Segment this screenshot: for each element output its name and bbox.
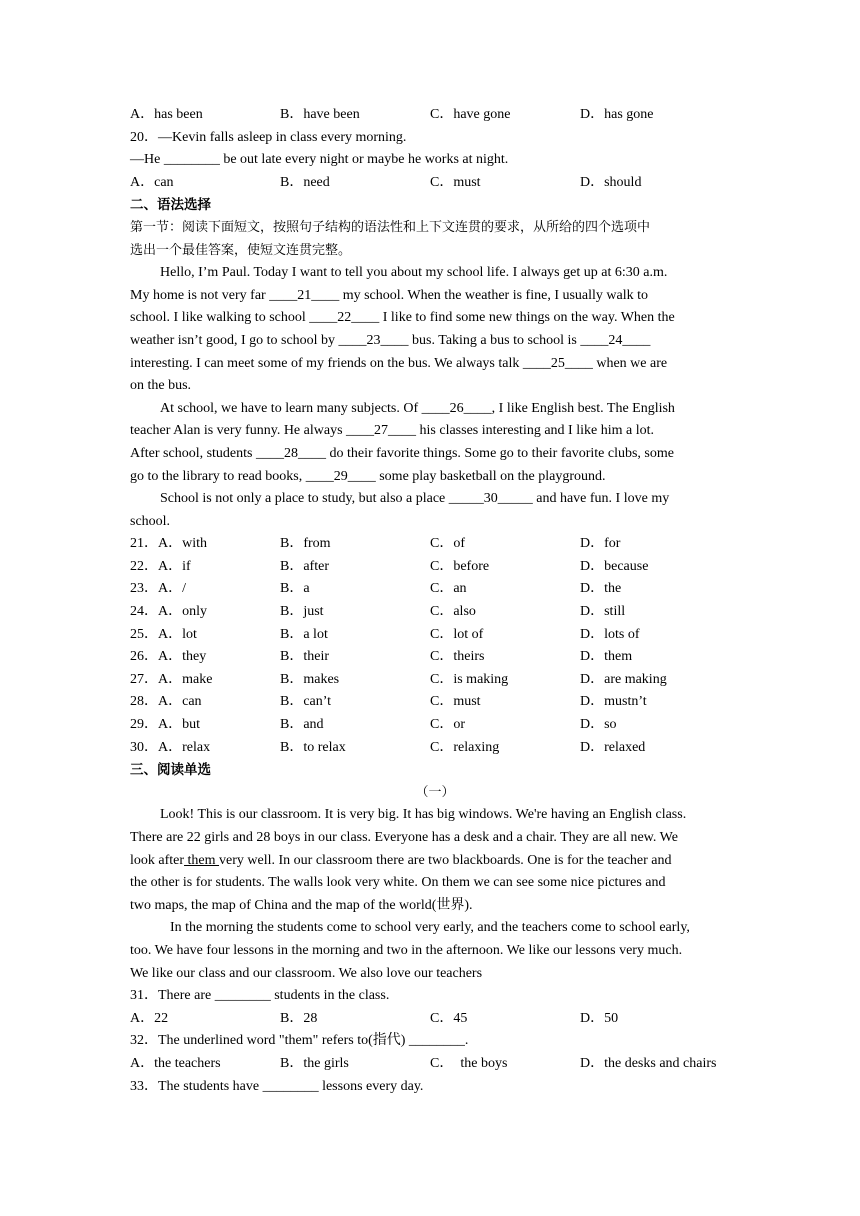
q19-options bbox=[130, 104, 740, 127]
reading-p2-line1: In the morning the students come to school very early, and the teachers come to school early, bbox=[170, 920, 690, 936]
q30-option-b[interactable]: B．to relax bbox=[280, 739, 346, 755]
reading-p1-line5: two maps, the map of China and the map of the world(世界). bbox=[130, 897, 473, 913]
q25-option-c[interactable]: C．lot of bbox=[430, 626, 484, 642]
cloze-p1-line1: Hello, I’m Paul. Today I want to tell you about my school life. I always get up at 6:30 a.m. bbox=[160, 265, 668, 281]
q20-options bbox=[130, 172, 740, 195]
cloze-p2-line3: After school, students ____28____ do their favorite things. Some go to their favorite clubs, some bbox=[130, 445, 674, 461]
q25-number: 25． bbox=[130, 626, 158, 642]
q23-option-a[interactable] bbox=[130, 578, 186, 601]
reading-paragraph-2 bbox=[130, 917, 740, 985]
question-26 bbox=[130, 646, 740, 669]
q19-option-d[interactable]: D．has gone bbox=[580, 107, 654, 122]
q20-option-b[interactable]: B．need bbox=[280, 174, 330, 190]
q28-number: 28． bbox=[130, 694, 158, 710]
section2-instruction-line1: 第一节：阅读下面短文，按照句子结构的语法性和上下文连贯的要求，从所给的四个选项中 bbox=[130, 219, 651, 235]
cloze-p1-line2: My home is not very far ____21____ my school. When the weather is fine, I usually walk to bbox=[130, 287, 649, 303]
cloze-p1-line5: interesting. I can meet some of my friends on the bus. We always talk ____25____ when we are bbox=[130, 355, 668, 371]
q30-option-d[interactable]: D．relaxed bbox=[580, 739, 646, 755]
cloze-paragraph-2 bbox=[130, 398, 740, 488]
question-28 bbox=[130, 691, 740, 714]
q28-option-b[interactable]: B．can’t bbox=[280, 694, 332, 710]
q22-option-b[interactable]: B．after bbox=[280, 558, 329, 574]
reading-p1-line3-before: look after bbox=[130, 852, 185, 868]
reading-p1-line4: the other is for students. The walls look very white. On them we can see some nice pictures and bbox=[130, 875, 666, 891]
q29-number: 29． bbox=[130, 717, 158, 733]
question-29 bbox=[130, 714, 740, 737]
q30-option-a[interactable] bbox=[130, 737, 210, 760]
q33-stem: 33．The students have ________ lessons every day. bbox=[130, 1078, 424, 1094]
q22-option-d[interactable]: D．because bbox=[580, 558, 649, 574]
q23-option-d[interactable]: D．the bbox=[580, 581, 622, 597]
q25-option-b[interactable]: B．a lot bbox=[280, 626, 328, 642]
cloze-p1-line3: school. I like walking to school ____22____ I like to find some new things on the way. When the bbox=[130, 310, 675, 326]
cloze-p1-line4: weather isn’t good, I go to school by ____23____ bus. Taking a bus to school is ____24____ bbox=[130, 332, 651, 348]
q25-option-a[interactable] bbox=[130, 624, 197, 647]
q26-option-d[interactable]: D．them bbox=[580, 649, 633, 665]
section3-heading: 三、阅读单选 bbox=[130, 762, 211, 779]
q22-option-a-label: A．if bbox=[158, 558, 191, 574]
q25-option-a-label: A．lot bbox=[158, 626, 197, 642]
cloze-p2-line2: teacher Alan is very funny. He always ____27____ his classes interesting and I like him a lot. bbox=[130, 423, 654, 439]
q21-option-b[interactable]: B．from bbox=[280, 536, 331, 552]
q22-option-c[interactable]: C．before bbox=[430, 558, 490, 574]
q28-option-c[interactable]: C．must bbox=[430, 694, 481, 710]
q28-option-a[interactable] bbox=[130, 691, 202, 714]
q19-option-b[interactable]: B．have been bbox=[280, 107, 360, 122]
q26-option-a-label: A．they bbox=[158, 649, 207, 665]
q21-option-c[interactable]: C．of bbox=[430, 536, 465, 552]
question-27 bbox=[130, 669, 740, 692]
q32-option-d[interactable]: D．the desks and chairs bbox=[580, 1055, 717, 1071]
question-25 bbox=[130, 624, 740, 647]
q32-stem: 32．The underlined word "them" refers to(指代) ________. bbox=[130, 1033, 469, 1049]
cloze-p3-line2: school. bbox=[130, 513, 171, 529]
q27-option-c[interactable]: C．is making bbox=[430, 671, 509, 687]
q32-options bbox=[130, 1053, 740, 1076]
q27-option-a-label: A．make bbox=[158, 671, 213, 687]
q29-option-c[interactable]: C．or bbox=[430, 717, 465, 733]
q21-option-a-label: A．with bbox=[158, 536, 207, 552]
q21-number: 21． bbox=[130, 536, 158, 552]
question-23 bbox=[130, 578, 740, 601]
q29-option-a-label: A．but bbox=[158, 717, 200, 733]
reading-p2-line3: We like our class and our classroom. We also love our teachers bbox=[130, 965, 483, 981]
cloze-paragraph-1 bbox=[130, 262, 740, 398]
q24-number: 24． bbox=[130, 604, 158, 620]
q27-option-d[interactable]: D．are making bbox=[580, 671, 667, 687]
q25-option-d[interactable]: D．lots of bbox=[580, 626, 640, 642]
q30-number: 30． bbox=[130, 739, 158, 755]
cloze-paragraph-3 bbox=[130, 488, 740, 533]
q26-option-c[interactable]: C．theirs bbox=[430, 649, 485, 665]
q26-option-a[interactable] bbox=[130, 646, 206, 669]
passage-label: （一） bbox=[415, 784, 455, 800]
reading-p1-line2: There are 22 girls and 28 boys in our class. Everyone has a desk and a chair. They are all new. We bbox=[130, 830, 678, 845]
q27-number: 27． bbox=[130, 671, 158, 687]
q23-option-c[interactable]: C．an bbox=[430, 581, 467, 597]
cloze-p2-line1: At school, we have to learn many subjects. Of ____26____, I like English best. The English bbox=[160, 400, 675, 416]
q24-option-b[interactable]: B．just bbox=[280, 604, 324, 620]
q29-option-a[interactable] bbox=[130, 714, 200, 737]
q31-option-a[interactable]: A．22 bbox=[130, 1010, 169, 1026]
q23-option-b[interactable]: B．a bbox=[280, 581, 310, 597]
q20-option-a[interactable]: A．can bbox=[130, 174, 174, 190]
q29-option-d[interactable]: D．so bbox=[580, 717, 617, 733]
cloze-p3-line1: School is not only a place to study, but also a place _____30_____ and have fun. I love my bbox=[160, 491, 670, 507]
q27-option-a[interactable] bbox=[130, 669, 212, 692]
q20-reply: —He ________ be out late every night or maybe he works at night. bbox=[130, 152, 509, 168]
q24-option-a[interactable] bbox=[130, 601, 207, 624]
q26-option-b[interactable]: B．their bbox=[280, 649, 329, 665]
q22-number: 22． bbox=[130, 558, 158, 574]
exam-page bbox=[130, 104, 740, 1098]
q31-option-b[interactable]: B．28 bbox=[280, 1010, 318, 1026]
q20-option-d[interactable]: D．should bbox=[580, 174, 642, 190]
question-30 bbox=[130, 737, 740, 760]
question-21 bbox=[130, 533, 740, 556]
cloze-p1-line6: on the bus. bbox=[130, 378, 192, 394]
question-24 bbox=[130, 601, 740, 624]
q24-option-c[interactable]: C．also bbox=[430, 604, 476, 620]
q24-option-a-label: A．only bbox=[158, 604, 207, 620]
q31-option-d[interactable]: D．50 bbox=[580, 1010, 619, 1026]
reading-p1-line3 bbox=[130, 850, 740, 873]
q22-option-a[interactable] bbox=[130, 556, 191, 579]
q26-number: 26． bbox=[130, 649, 158, 665]
q29-option-b[interactable]: B．and bbox=[280, 717, 324, 733]
reading-p2-line2: too. We have four lessons in the morning and two in the afternoon. We like our lessons very much. bbox=[130, 942, 683, 958]
q27-option-b[interactable]: B．makes bbox=[280, 671, 340, 687]
q28-option-a-label: A．can bbox=[158, 694, 202, 710]
q30-option-a-label: A．relax bbox=[158, 739, 211, 755]
reading-p1-line1: Look! This is our classroom. It is very big. It has big windows. We're having an English class. bbox=[160, 807, 687, 823]
q31-option-c[interactable]: C．45 bbox=[430, 1010, 468, 1026]
q32-option-c[interactable]: C． the boys bbox=[430, 1055, 508, 1071]
q21-option-d[interactable]: D．for bbox=[580, 536, 621, 552]
q24-option-d[interactable]: D．still bbox=[580, 604, 626, 620]
q28-option-d[interactable]: D．mustn’t bbox=[580, 694, 647, 710]
q31-stem: 31．There are ________ students in the class. bbox=[130, 988, 390, 1004]
underlined-them: them bbox=[184, 852, 220, 868]
section2-heading: 二、语法选择 bbox=[130, 197, 211, 214]
reading-paragraph-1 bbox=[130, 804, 740, 917]
q23-number: 23． bbox=[130, 581, 158, 597]
section2-instruction-line2: 选出一个最佳答案，使短文连贯完整。 bbox=[130, 242, 352, 258]
q19-option-c[interactable]: C．have gone bbox=[430, 107, 511, 122]
question-22 bbox=[130, 556, 740, 579]
q32-option-b[interactable]: B．the girls bbox=[280, 1055, 349, 1071]
q23-option-a-label: A．/ bbox=[158, 581, 186, 597]
q30-option-c[interactable]: C．relaxing bbox=[430, 739, 500, 755]
q21-option-a[interactable] bbox=[130, 533, 207, 556]
q20-stem: 20．—Kevin falls asleep in class every morning. bbox=[130, 129, 407, 145]
q32-option-a[interactable]: A．the teachers bbox=[130, 1055, 221, 1071]
q19-option-a[interactable]: A．has been bbox=[130, 107, 203, 122]
cloze-p2-line4: go to the library to read books, ____29____ some play basketball on the playground. bbox=[130, 468, 606, 484]
reading-p1-line3-after: very well. In our classroom there are two blackboards. One is for the teacher and bbox=[219, 852, 672, 868]
q31-options bbox=[130, 1008, 740, 1031]
q20-option-c[interactable]: C．must bbox=[430, 174, 481, 190]
